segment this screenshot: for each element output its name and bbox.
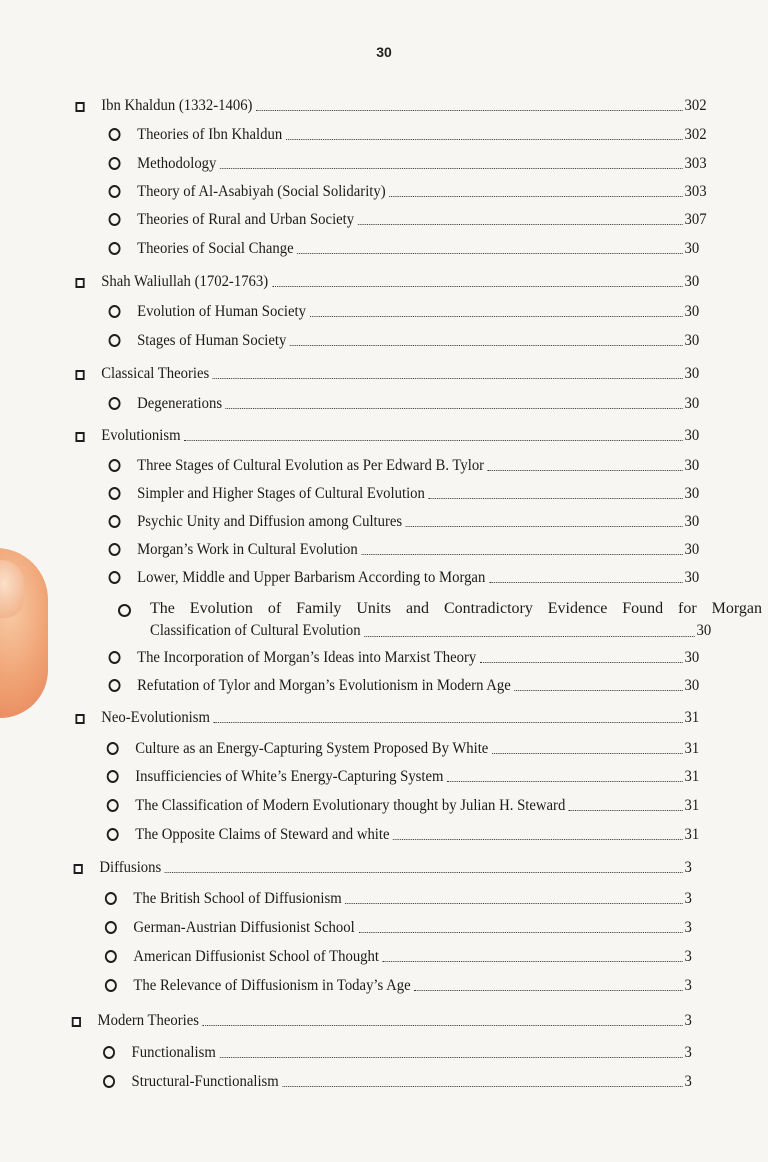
circle-bullet-icon [109, 651, 121, 664]
circle-bullet-icon [109, 571, 121, 584]
toc-item-title: The Relevance of Diffusionism in Today’s Age [133, 977, 411, 994]
toc-page-number: 30 [684, 569, 700, 586]
dot-leader [165, 872, 683, 873]
dot-leader [226, 408, 683, 409]
toc-page-number: 3 [684, 890, 692, 907]
toc-item-title: The Opposite Claims of Steward and white [135, 826, 390, 843]
toc-section-classical-theories[interactable] [0, 356, 707, 384]
dot-leader [282, 1086, 682, 1087]
dot-leader [406, 526, 683, 527]
toc-item-title: Stages of Human Society [137, 332, 287, 349]
square-bullet-icon [75, 278, 84, 288]
circle-bullet-icon [107, 770, 119, 783]
toc-item-title: The British School of Diffusionism [133, 890, 342, 907]
toc-item-title-line2: Classification of Cultural Evolution [150, 622, 361, 639]
toc-section-title: Classical Theories [101, 365, 210, 382]
circle-bullet-icon [107, 828, 119, 841]
dot-leader [429, 498, 683, 499]
dot-leader [447, 781, 682, 782]
toc-item-title: Three Stages of Cultural Evolution as Per Edward B. Tylor [137, 457, 485, 474]
circle-bullet-icon [109, 185, 121, 198]
circle-bullet-icon [109, 128, 121, 141]
toc-section-neo-evolutionism[interactable] [0, 700, 707, 728]
toc-page-number: 302 [684, 126, 707, 143]
circle-bullet-icon [109, 515, 121, 528]
dot-leader [214, 722, 683, 723]
toc-page-number: 30 [684, 303, 700, 320]
dot-leader [345, 903, 682, 904]
toc-item[interactable] [0, 668, 707, 696]
circle-bullet-icon [118, 604, 131, 617]
circle-bullet-icon [105, 950, 117, 963]
toc-item[interactable] [0, 448, 707, 476]
dot-leader [358, 932, 682, 933]
dot-leader [297, 253, 682, 254]
toc-item-title: Degenerations [137, 395, 223, 412]
dot-leader [286, 139, 683, 140]
toc-page-number: 303 [684, 155, 707, 172]
dot-leader [184, 440, 682, 441]
dot-leader [361, 554, 682, 555]
toc-item[interactable] [0, 1064, 707, 1092]
toc-item-title: Functionalism [131, 1044, 216, 1061]
dot-leader [488, 470, 683, 471]
toc-item[interactable] [0, 202, 707, 230]
toc-item-title: Lower, Middle and Upper Barbarism According to Morgan [137, 569, 486, 586]
square-bullet-icon [75, 432, 84, 442]
dot-leader [213, 378, 683, 379]
circle-bullet-icon [109, 459, 121, 472]
toc-item[interactable] [0, 968, 707, 996]
toc-page-number: 3 [684, 977, 692, 994]
toc-page-number: 31 [684, 826, 700, 843]
circle-bullet-icon [103, 1075, 115, 1088]
toc-item-title: Morgan’s Work in Cultural Evolution [137, 541, 358, 558]
toc-item[interactable] [0, 532, 707, 560]
toc-item[interactable] [0, 294, 707, 322]
toc-page-number: 307 [684, 211, 707, 228]
square-bullet-icon [72, 1017, 81, 1027]
circle-bullet-icon [105, 979, 117, 992]
toc-page-number: 303 [684, 183, 707, 200]
toc-section-ibn-khaldun[interactable] [0, 88, 707, 116]
toc-page-number: 30 [684, 395, 700, 412]
toc-item-title: Theory of Al-Asabiyah (Social Solidarity) [137, 183, 386, 200]
toc-item-title: Structural-Functionalism [131, 1073, 279, 1090]
toc-page-number: 31 [684, 797, 700, 814]
toc-item-title-line1: The Evolution of Family Units and Contradictory Evidence Found for Morgan [150, 600, 762, 617]
toc-section-title: Ibn Khaldun (1332-1406) [101, 97, 253, 114]
toc-item-title: The Classification of Modern Evolutionary thought by Julian H. Steward [135, 797, 566, 814]
toc-page-number: 31 [684, 740, 700, 757]
toc-section-title: Evolutionism [101, 427, 181, 444]
dot-leader [220, 168, 683, 169]
circle-bullet-icon [109, 397, 121, 410]
toc-section-title: Diffusions [99, 859, 162, 876]
toc-item-title: Methodology [137, 155, 217, 172]
dot-leader [272, 286, 683, 287]
toc-section-title: Neo-Evolutionism [101, 709, 210, 726]
toc-page-number: 30 [684, 677, 700, 694]
toc-item[interactable] [0, 560, 707, 588]
dot-leader [489, 582, 683, 583]
toc-item-title: American Diffusionist School of Thought [133, 948, 379, 965]
toc-item-title: The Incorporation of Morgan’s Ideas into Marxist Theory [137, 649, 477, 666]
toc-item[interactable] [0, 881, 707, 909]
circle-bullet-icon [105, 892, 117, 905]
toc-item[interactable] [0, 117, 707, 145]
toc-item[interactable] [0, 817, 707, 845]
toc-section-title: Modern Theories [97, 1012, 200, 1029]
toc-page-number: 3 [684, 1073, 692, 1090]
toc-item-wrapped[interactable] [0, 598, 768, 644]
dot-leader [364, 636, 694, 637]
toc-item[interactable] [0, 174, 707, 202]
toc-page-number: 30 [684, 513, 700, 530]
toc-item-title: Refutation of Tylor and Morgan’s Evolutionism in Modern Age [137, 677, 511, 694]
toc-item-title: Theories of Ibn Khaldun [137, 126, 283, 143]
toc-item-title: Evolution of Human Society [137, 303, 306, 320]
dot-leader [383, 961, 683, 962]
dot-leader [358, 224, 683, 225]
toc-item-title: German-Austrian Diffusionist School [133, 919, 355, 936]
toc-item[interactable] [0, 759, 707, 787]
dot-leader [515, 690, 683, 691]
toc-item[interactable] [0, 910, 707, 938]
toc-page-number: 30 [684, 427, 700, 444]
toc-page-number: 3 [684, 859, 692, 876]
toc-item[interactable] [0, 640, 707, 668]
toc-item[interactable] [0, 504, 707, 532]
circle-bullet-icon [109, 242, 121, 255]
toc-item[interactable] [0, 386, 707, 414]
dot-leader [389, 196, 682, 197]
square-bullet-icon [74, 864, 83, 874]
circle-bullet-icon [109, 157, 121, 170]
square-bullet-icon [75, 370, 84, 380]
toc-section-evolutionism[interactable] [0, 418, 707, 446]
circle-bullet-icon [107, 742, 119, 755]
circle-bullet-icon [109, 213, 121, 226]
toc-item-title: Psychic Unity and Diffusion among Cultures [137, 513, 403, 530]
dot-leader [310, 316, 683, 317]
dot-leader [219, 1057, 682, 1058]
toc-item-title: Theories of Social Change [137, 240, 294, 257]
toc-page-number: 30 [684, 457, 700, 474]
circle-bullet-icon [109, 305, 121, 318]
toc-item[interactable] [0, 146, 707, 174]
circle-bullet-icon [109, 543, 121, 556]
dot-leader [492, 753, 683, 754]
toc-page-number: 3 [684, 1012, 692, 1029]
toc-page-number: 30 [684, 649, 700, 666]
page-number: 30 [376, 44, 392, 60]
dot-leader [256, 110, 682, 111]
dot-leader [414, 990, 682, 991]
circle-bullet-icon [109, 334, 121, 347]
toc-section-shah-waliullah[interactable] [0, 264, 707, 292]
toc-page-number: 302 [684, 97, 707, 114]
toc-page-number: 30 [684, 365, 700, 382]
toc-item[interactable] [0, 939, 707, 967]
circle-bullet-icon [109, 487, 121, 500]
circle-bullet-icon [103, 1046, 115, 1059]
circle-bullet-icon [105, 921, 117, 934]
dot-leader [203, 1025, 683, 1026]
toc-item-title: Theories of Rural and Urban Society [137, 211, 355, 228]
dot-leader [393, 839, 682, 840]
dot-leader [569, 810, 683, 811]
toc-page-number: 30 [684, 485, 700, 502]
toc-page-number: 30 [684, 332, 700, 349]
toc-page-number: 3 [684, 948, 692, 965]
toc-page-number: 30 [696, 622, 712, 639]
toc-item[interactable] [0, 476, 707, 504]
toc-item-title: Insufficiencies of White’s Energy-Capturing System [135, 768, 444, 785]
toc-item[interactable] [0, 788, 707, 816]
dot-leader [290, 345, 683, 346]
toc-page-number: 31 [684, 709, 700, 726]
toc-section-diffusions[interactable] [0, 850, 707, 878]
toc-item-title: Culture as an Energy-Capturing System Proposed By White [135, 740, 489, 757]
circle-bullet-icon [107, 799, 119, 812]
toc-item[interactable] [0, 231, 707, 259]
toc-section-modern-theories[interactable] [0, 1003, 707, 1031]
dot-leader [480, 662, 683, 663]
toc-page-number: 30 [684, 240, 700, 257]
toc-item-title: Simpler and Higher Stages of Cultural Evolution [137, 485, 425, 502]
square-bullet-icon [75, 714, 84, 724]
toc-page-number: 30 [684, 541, 700, 558]
toc-section-title: Shah Waliullah (1702-1763) [101, 273, 269, 290]
square-bullet-icon [75, 102, 84, 112]
toc-page-number: 3 [684, 1044, 692, 1061]
toc-page-number: 31 [684, 768, 700, 785]
toc-item[interactable] [0, 1035, 707, 1063]
circle-bullet-icon [109, 679, 121, 692]
toc-page-number: 3 [684, 919, 692, 936]
toc-item[interactable] [0, 323, 707, 351]
toc-page-number: 30 [684, 273, 700, 290]
toc-item-line2 [150, 620, 719, 642]
toc-item[interactable] [0, 731, 707, 759]
